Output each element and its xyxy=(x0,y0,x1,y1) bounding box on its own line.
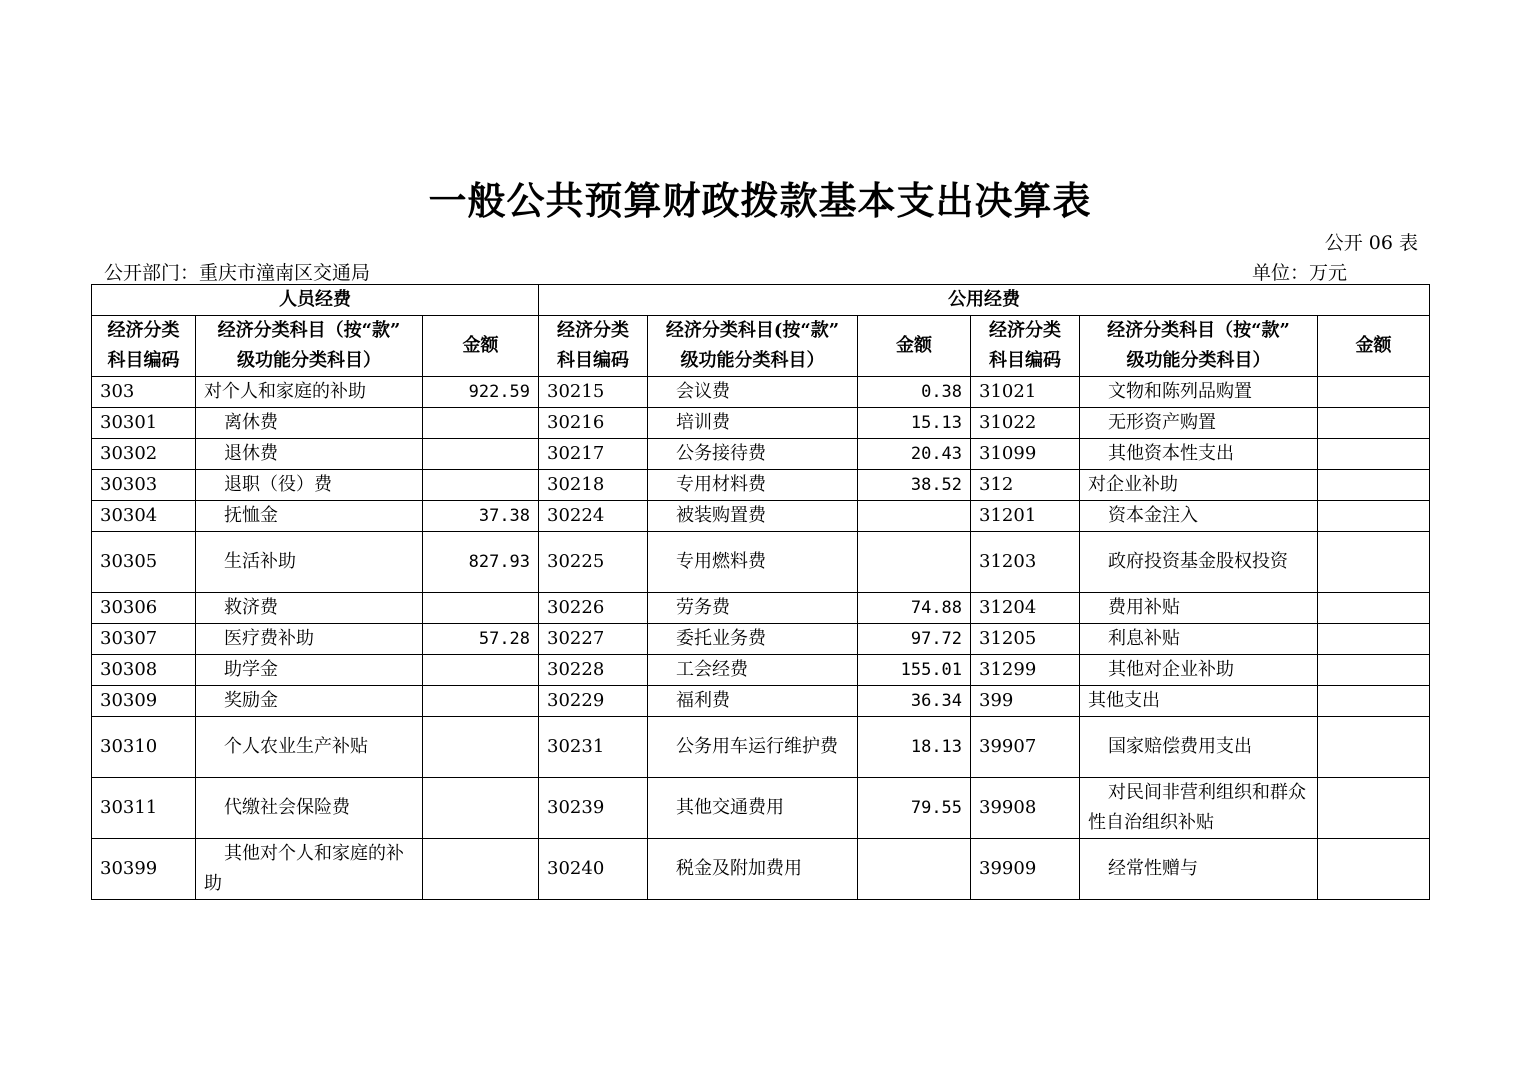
name-cell: 公务接待费 xyxy=(648,439,858,470)
amount-cell xyxy=(1318,377,1430,408)
name-cell: 专用燃料费 xyxy=(648,532,858,593)
name-cell: 资本金注入 xyxy=(1080,501,1318,532)
name-cell: 其他交通费用 xyxy=(648,778,858,839)
code-cell: 31022 xyxy=(971,408,1080,439)
col-header-name: 经济分类科目（按“款” 级功能分类科目） xyxy=(1080,316,1318,377)
name-cell: 抚恤金 xyxy=(196,501,423,532)
code-cell: 30218 xyxy=(539,470,648,501)
amount-cell xyxy=(423,470,539,501)
name-cell: 其他对企业补助 xyxy=(1080,655,1318,686)
name-cell: 个人农业生产补贴 xyxy=(196,717,423,778)
table-row xyxy=(92,470,1430,501)
amount-cell: 97.72 xyxy=(858,624,971,655)
amount-cell xyxy=(423,655,539,686)
name-cell: 其他资本性支出 xyxy=(1080,439,1318,470)
amount-cell xyxy=(1318,470,1430,501)
table-row xyxy=(92,717,1430,778)
code-cell: 30399 xyxy=(92,839,196,900)
code-cell: 30226 xyxy=(539,593,648,624)
amount-cell xyxy=(1318,778,1430,839)
col-header-code: 经济分类 科目编码 xyxy=(971,316,1080,377)
name-cell: 经常性赠与 xyxy=(1080,839,1318,900)
amount-cell xyxy=(858,532,971,593)
name-cell: 培训费 xyxy=(648,408,858,439)
table-row xyxy=(92,778,1430,839)
amount-cell xyxy=(1318,408,1430,439)
name-cell: 政府投资基金股权投资 xyxy=(1080,532,1318,593)
amount-cell xyxy=(423,408,539,439)
name-cell: 退休费 xyxy=(196,439,423,470)
table-row xyxy=(92,532,1430,593)
name-cell: 国家赔偿费用支出 xyxy=(1080,717,1318,778)
code-cell: 30306 xyxy=(92,593,196,624)
code-cell: 30305 xyxy=(92,532,196,593)
amount-cell xyxy=(858,839,971,900)
table-row xyxy=(92,377,1430,408)
code-cell: 31203 xyxy=(971,532,1080,593)
code-cell: 31021 xyxy=(971,377,1080,408)
col-header-code: 经济分类 科目编码 xyxy=(92,316,196,377)
code-cell: 31205 xyxy=(971,624,1080,655)
amount-cell xyxy=(1318,593,1430,624)
page-title: 一般公共预算财政拨款基本支出决算表 xyxy=(428,178,1092,223)
table-row xyxy=(92,655,1430,686)
amount-cell xyxy=(423,839,539,900)
name-cell: 其他对个人和家庭的补助 xyxy=(196,839,423,900)
name-cell: 无形资产购置 xyxy=(1080,408,1318,439)
col-header-amount: 金额 xyxy=(423,316,539,377)
table-body xyxy=(92,377,1430,900)
table-row xyxy=(92,624,1430,655)
amount-cell xyxy=(1318,501,1430,532)
code-cell: 30228 xyxy=(539,655,648,686)
section-personnel-header: 人员经费 xyxy=(92,285,539,316)
unit-label: 单位：万元 xyxy=(1252,262,1348,284)
code-cell: 30225 xyxy=(539,532,648,593)
name-cell: 会议费 xyxy=(648,377,858,408)
table-row xyxy=(92,439,1430,470)
department-label: 公开部门：重庆市潼南区交通局 xyxy=(104,262,371,284)
code-cell: 31099 xyxy=(971,439,1080,470)
code-cell: 30304 xyxy=(92,501,196,532)
code-cell: 39907 xyxy=(971,717,1080,778)
code-cell: 312 xyxy=(971,470,1080,501)
code-cell: 39908 xyxy=(971,778,1080,839)
name-cell: 救济费 xyxy=(196,593,423,624)
col-header-amount: 金额 xyxy=(858,316,971,377)
code-cell: 30231 xyxy=(539,717,648,778)
name-cell: 劳务费 xyxy=(648,593,858,624)
code-cell: 30229 xyxy=(539,686,648,717)
amount-cell: 74.88 xyxy=(858,593,971,624)
code-cell: 31204 xyxy=(971,593,1080,624)
name-cell: 费用补贴 xyxy=(1080,593,1318,624)
name-cell: 代缴社会保险费 xyxy=(196,778,423,839)
name-cell: 退职（役）费 xyxy=(196,470,423,501)
name-cell: 对企业补助 xyxy=(1080,470,1318,501)
name-cell: 奖励金 xyxy=(196,686,423,717)
amount-cell xyxy=(1318,686,1430,717)
name-cell: 生活补助 xyxy=(196,532,423,593)
code-cell: 30224 xyxy=(539,501,648,532)
table-row xyxy=(92,686,1430,717)
name-cell: 助学金 xyxy=(196,655,423,686)
name-cell: 对民间非营利组织和群众性自治组织补贴 xyxy=(1080,778,1318,839)
name-cell: 文物和陈列品购置 xyxy=(1080,377,1318,408)
amount-cell: 922.59 xyxy=(423,377,539,408)
amount-cell: 827.93 xyxy=(423,532,539,593)
col-header-amount: 金额 xyxy=(1318,316,1430,377)
form-number: 公开 06 表 xyxy=(1324,232,1418,254)
code-cell: 30239 xyxy=(539,778,648,839)
amount-cell xyxy=(1318,532,1430,593)
section-public-header: 公用经费 xyxy=(539,285,1430,316)
col-header-name: 经济分类科目(按“款” 级功能分类科目） xyxy=(648,316,858,377)
amount-cell xyxy=(1318,839,1430,900)
amount-cell: 57.28 xyxy=(423,624,539,655)
amount-cell: 18.13 xyxy=(858,717,971,778)
code-cell: 30240 xyxy=(539,839,648,900)
name-cell: 工会经费 xyxy=(648,655,858,686)
amount-cell: 155.01 xyxy=(858,655,971,686)
table-row xyxy=(92,501,1430,532)
code-cell: 31299 xyxy=(971,655,1080,686)
code-cell: 303 xyxy=(92,377,196,408)
code-cell: 30301 xyxy=(92,408,196,439)
expenditure-table xyxy=(91,284,1430,900)
amount-cell: 37.38 xyxy=(423,501,539,532)
name-cell: 税金及附加费用 xyxy=(648,839,858,900)
amount-cell xyxy=(1318,717,1430,778)
name-cell: 利息补贴 xyxy=(1080,624,1318,655)
amount-cell xyxy=(858,501,971,532)
code-cell: 399 xyxy=(971,686,1080,717)
name-cell: 公务用车运行维护费 xyxy=(648,717,858,778)
amount-cell xyxy=(423,686,539,717)
amount-cell xyxy=(1318,624,1430,655)
amount-cell: 0.38 xyxy=(858,377,971,408)
amount-cell: 15.13 xyxy=(858,408,971,439)
col-header-code: 经济分类 科目编码 xyxy=(539,316,648,377)
code-cell: 30308 xyxy=(92,655,196,686)
code-cell: 30307 xyxy=(92,624,196,655)
code-cell: 30215 xyxy=(539,377,648,408)
col-header-name: 经济分类科目（按“款” 级功能分类科目） xyxy=(196,316,423,377)
code-cell: 30302 xyxy=(92,439,196,470)
name-cell: 医疗费补助 xyxy=(196,624,423,655)
amount-cell xyxy=(423,593,539,624)
name-cell: 离休费 xyxy=(196,408,423,439)
name-cell: 专用材料费 xyxy=(648,470,858,501)
amount-cell: 20.43 xyxy=(858,439,971,470)
amount-cell xyxy=(423,439,539,470)
name-cell: 委托业务费 xyxy=(648,624,858,655)
amount-cell xyxy=(1318,439,1430,470)
amount-cell: 36.34 xyxy=(858,686,971,717)
table-row xyxy=(92,408,1430,439)
amount-cell: 38.52 xyxy=(858,470,971,501)
code-cell: 30216 xyxy=(539,408,648,439)
name-cell: 福利费 xyxy=(648,686,858,717)
table-row xyxy=(92,839,1430,900)
amount-cell xyxy=(1318,655,1430,686)
code-cell: 39909 xyxy=(971,839,1080,900)
name-cell: 其他支出 xyxy=(1080,686,1318,717)
code-cell: 31201 xyxy=(971,501,1080,532)
code-cell: 30311 xyxy=(92,778,196,839)
name-cell: 被装购置费 xyxy=(648,501,858,532)
amount-cell xyxy=(423,778,539,839)
code-cell: 30303 xyxy=(92,470,196,501)
table-row xyxy=(92,593,1430,624)
code-cell: 30217 xyxy=(539,439,648,470)
code-cell: 30309 xyxy=(92,686,196,717)
code-cell: 30227 xyxy=(539,624,648,655)
code-cell: 30310 xyxy=(92,717,196,778)
name-cell: 对个人和家庭的补助 xyxy=(196,377,423,408)
amount-cell: 79.55 xyxy=(858,778,971,839)
amount-cell xyxy=(423,717,539,778)
